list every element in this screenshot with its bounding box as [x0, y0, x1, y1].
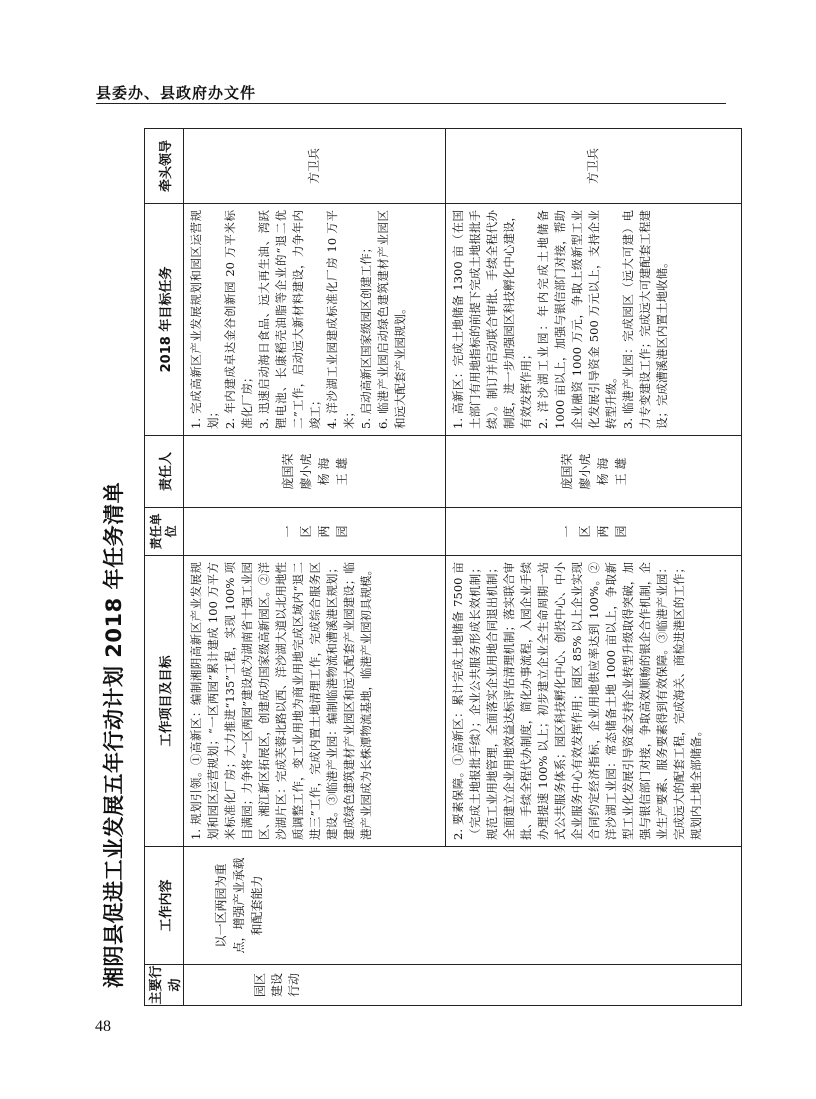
cell-work-content: 以一区两园为重点，增强产业承载和配套能力	[184, 847, 742, 965]
header-action: 主要行动	[145, 965, 184, 1006]
cell-lead: 方卫兵	[184, 129, 446, 204]
person-name: 庞国荣	[280, 453, 295, 490]
header-lead: 牵头领导	[145, 129, 184, 204]
cell-persons	[446, 436, 742, 508]
cell-unit	[446, 508, 742, 556]
header-task-2018: 2018 年目标任务	[145, 204, 184, 436]
person-name: 王 雄	[613, 457, 628, 486]
header-person: 责任人	[145, 436, 184, 508]
cell-task-2018: 1. 完成高新区产业发展规划和园区运营规划； 2. 年内建成卓达金谷创新园 20 万平米标准化厂房； 3. 迅速启动海日食品、远大再生油、湾跃锂电池、长康稻壳油脂等企业的“退二优二”工作，启动远大新材料建设，力争年内竣工； 4. 洋沙湖工业园建成标准化厂房 10 万平米； 5. 启动高新区国家级园区创建工作； 6. 临港产业园启动绿色建筑建材产业园区和远大配套产业园规划。	[184, 204, 446, 436]
task-list-table	[144, 128, 742, 1006]
header-project-goal: 工作项目及目标	[145, 556, 184, 847]
document-title: 湘阴县促进工业发展五年行动计划 2018 年任务清单	[102, 481, 126, 988]
table-row	[184, 129, 446, 1006]
header-rule	[96, 103, 726, 104]
header-content: 工作内容	[145, 847, 184, 965]
cell-goal-resources: 2. 要素保障。①高新区：累计完成土地储备 7500 亩（完成土地报批手续）；企业公共服务形成长效机制；规范工业用地管理，全面落实企业用地合同退出机制；全面建立企业用地效益达标评估清理机制；落实联合审批、手续全程代办制度，简化办事流程，入园企业手续办理提速 100% 以上；初步建立企业全生命周期一站式公共服务体系；园区科技孵化中心、创投中心、中小企业服务中心有效发挥作用；园区 85% 以上企业实现合同约定经济指标，企业用地供应率达到 100%。②洋沙湖工业园：常态储备土地 1000 亩以上，争取新型工业化发展引导资金支持企业转型升级取得突破，加强与银信部门对接，争取高效顺畅的银企合作机制，企业生产要素、服务要素得到有效保障。③临港产业园：完成远大的配套工程，完成海关、商检进港区的工作；规划内土地全部储备。	[446, 556, 742, 847]
rotated-landscape-content	[98, 128, 703, 1006]
table-header-row	[145, 129, 184, 1006]
cell-unit	[184, 508, 446, 556]
unit-text: 一区两园	[280, 525, 349, 538]
unit-text: 一区两园	[559, 525, 628, 538]
person-name: 廖小虎	[577, 453, 592, 490]
cell-lead: 方卫兵	[446, 129, 742, 204]
person-name: 王 雄	[334, 457, 349, 486]
person-name: 庞国荣	[559, 453, 574, 490]
header-unit: 责任单位	[145, 508, 184, 556]
cell-goal-planning: 1. 规划引领。①高新区：编制湘阴高新区产业发展规划和园区运营规划；“一区两园”累计建成 100 万平方米标准化厂房；大力推进“135”工程，实现 100% 项目满园；力争将“一区两园”建设成为湖南省十强工业园区、湘江新区拓展区，创建成功国家级高新园区。②洋沙湖片区：完成芙蓉北路以西、洋沙湖大道以北用地性质调整工作，变工业用地为商业用地完成区域内“退二进三”工作，完成内置土地清理工作，完成综合服务区建设。③临港产业园：编制临港物流和漕溪港区规划；建成绿色建筑建材产业园区和远大配套产业园建设；临港产业园成为长株潭物流基地，临港产业园初具规模。	[184, 556, 446, 847]
person-name: 杨 海	[316, 457, 331, 486]
page-number: 48	[95, 1018, 111, 1035]
cell-main-action: 园区建设行动	[184, 965, 742, 1006]
header-title: 县委办、县政府办文件	[96, 84, 257, 102]
cell-task-2018: 1. 高新区：完成土地储备 1300 亩（在国土部门有用地指标的前提下完成土地报批手续）。制订并启动联合审批、手续全程代办制度，进一步加强园区科技孵化中心建设，有效发挥作用； 2. 洋沙湖工业园：年内完成土地储备 1000 亩以上，加强与银信部门对接，帮助企业融资 1000 万元，争取上级新型工业化发展引导资金 500 万元以上，支持企业转型升级。 3. 临港产业园：完成园区（远大可建）电力专变建设工作；完成远大可建配套工程建设；完成漕溪港区内置土地收储。	[446, 204, 742, 436]
cell-persons	[184, 436, 446, 508]
person-name: 廖小虎	[298, 453, 313, 490]
person-name: 杨 海	[595, 457, 610, 486]
